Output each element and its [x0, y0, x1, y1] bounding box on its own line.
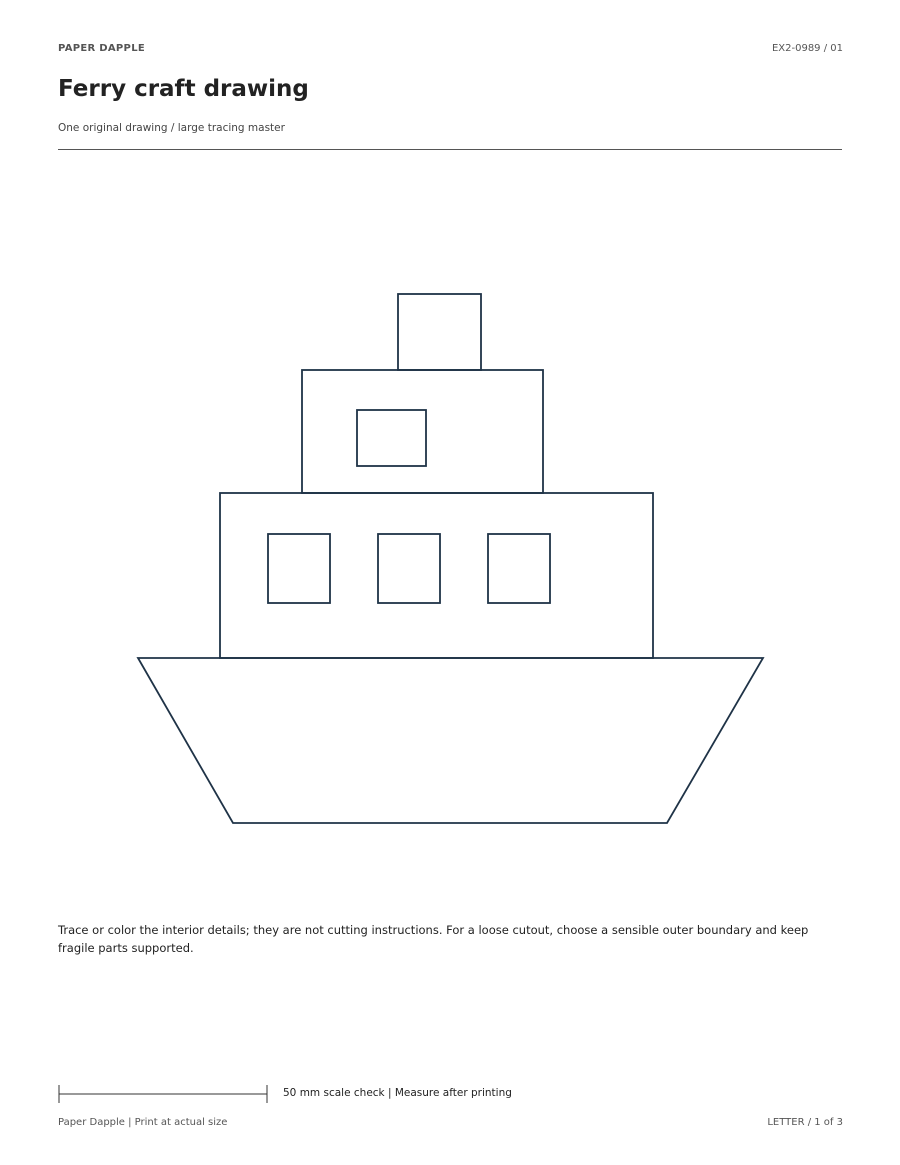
ferry-main-cabin [220, 493, 653, 658]
instructions-text: Trace or color the interior details; they are not cutting instructions. For a loose cutout, choose a sensible outer boundary and keep fragile parts supported. [58, 923, 809, 955]
brand-label: PAPER DAPPLE [58, 43, 145, 54]
footer-page-info: LETTER / 1 of 3 [767, 1117, 843, 1128]
ferry-cabin-window-3 [488, 534, 550, 603]
ferry-cabin-window-1 [268, 534, 330, 603]
ferry-upper-window [357, 410, 426, 466]
document-id: EX2-0989 / 01 [771, 43, 843, 54]
ferry-funnel [398, 294, 481, 370]
ferry-cabin-window-2 [378, 534, 440, 603]
scale-check-label: 50 mm scale check | Measure after printing [283, 1087, 512, 1099]
page-subtitle: One original drawing / large tracing master [58, 122, 285, 134]
ferry-upper-deck [302, 370, 543, 493]
page-title: Ferry craft drawing [58, 76, 309, 102]
ferry-hull [138, 658, 763, 823]
footer-left: Paper Dapple | Print at actual size [58, 1117, 228, 1128]
scale-check-bar [58, 1084, 270, 1104]
